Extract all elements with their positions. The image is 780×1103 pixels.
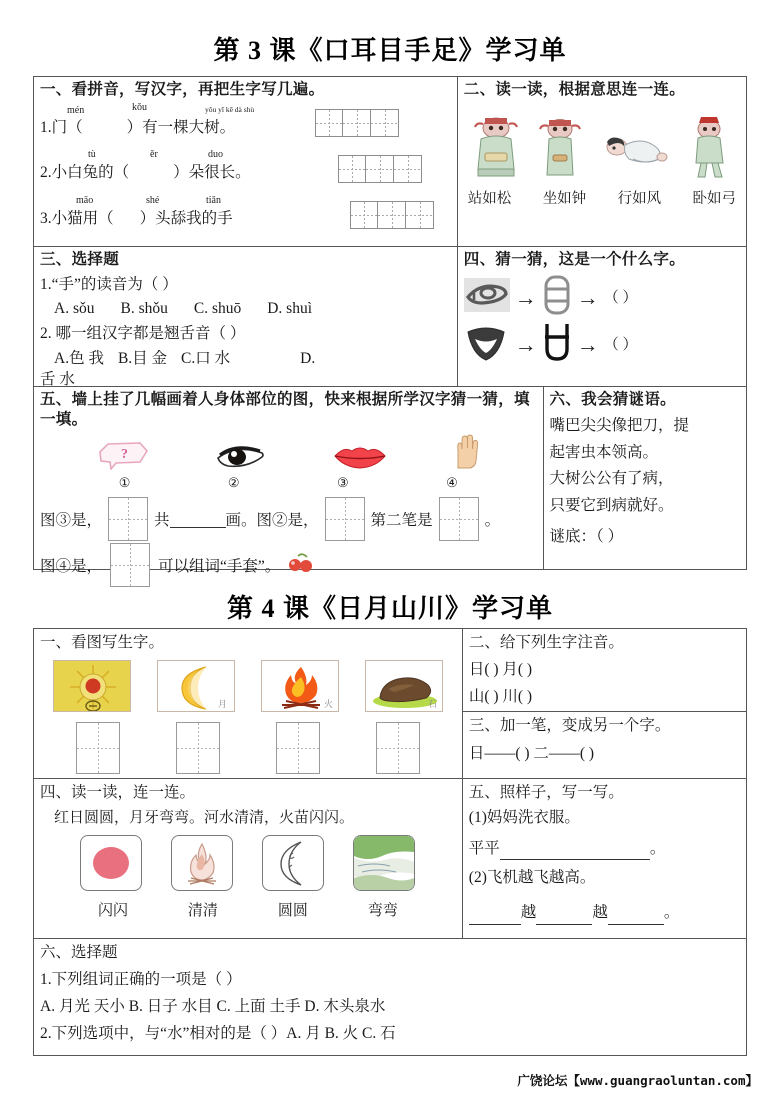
- q3-option-C[interactable]: C. shuō: [193, 300, 242, 318]
- grid-cell[interactable]: [371, 109, 399, 137]
- q5-line1-part-c: 画。图②是，: [225, 512, 319, 530]
- riddle-answer-field[interactable]: 谜底：（ ）: [549, 527, 624, 545]
- pinyin-kou: kǒu: [132, 101, 147, 113]
- l4-word-0[interactable]: 闪闪: [97, 903, 128, 920]
- posture-label-1[interactable]: 坐如钟: [542, 190, 587, 207]
- arrow-right-icon-3: →: [514, 331, 537, 357]
- q1-item-3-text-before: 小猫用（: [51, 209, 114, 227]
- l4-q5-blank-1[interactable]: [500, 845, 650, 860]
- l4-q5-answer2-suffix: 。: [663, 904, 680, 922]
- l4-q5-blank-2a[interactable]: [469, 910, 521, 925]
- standing-figure-icon: [533, 115, 587, 181]
- fire-picture: [261, 660, 339, 712]
- q3-option-B[interactable]: B. shǒu: [120, 300, 168, 318]
- l4-q4-sentence: 红日圆圆，月牙弯弯。河水清清，火苗闪闪。: [54, 809, 355, 826]
- l4-question-3-heading: 三、加一笔，变成另一个字。: [468, 717, 671, 734]
- question-5-cell: [34, 387, 544, 576]
- q1-item-3-text-after: ）头舔我的手: [139, 209, 233, 227]
- l4-question-2-heading: 二、给下列生字注音。: [468, 634, 624, 651]
- l4-question-5-cell: [463, 779, 746, 939]
- riddle-line-3: 大树公公有了病，: [549, 470, 674, 488]
- body-part-3: [332, 444, 388, 475]
- l4-question-2-cell: [463, 629, 746, 712]
- moon-picture: [157, 660, 235, 712]
- posture-figures-row: [464, 109, 740, 181]
- grid-cell[interactable]: [378, 201, 406, 229]
- l4-q6-item1-options[interactable]: A. 月光 天小 B. 日子 水目 C. 上面 土手 D. 木头泉水: [40, 997, 386, 1015]
- q1-item-2-text-after: ）朵很长。: [173, 163, 251, 181]
- pinyin-tian: tiǎn: [206, 194, 221, 206]
- footer-site-url: 【www.guangraoluntan.com】: [567, 1073, 758, 1088]
- oracle-bone-eye-icon: [464, 278, 510, 317]
- body-part-pictures-row: [40, 435, 537, 475]
- svg-text:?: ?: [121, 447, 129, 463]
- l4-q5-answer1-suffix: 。: [649, 839, 666, 857]
- posture-label-2[interactable]: 行如风: [617, 190, 662, 207]
- lesson4-title: 第 4 课《日月山川》学习单: [226, 594, 553, 623]
- footer-watermark: [517, 1071, 758, 1089]
- q5-grid-box-2[interactable]: [325, 497, 365, 541]
- seal-script-mouth-icon: [542, 321, 572, 368]
- question-4-heading: 四、猜一猜，这是一个什么字。: [463, 251, 685, 268]
- q3-item-1-options: [40, 297, 451, 320]
- svg-text:石: 石: [427, 698, 437, 709]
- q1-item-2: [40, 149, 451, 195]
- pinyin-mao: māo: [76, 194, 94, 206]
- q5-grid-box-3[interactable]: [439, 497, 479, 541]
- l4-q6-item2-prompt[interactable]: 2.下列选项中，与“水”相对的是（ ）A. 月 B. 火 C. 石: [40, 1025, 396, 1043]
- cherry-decoration-icon: [286, 552, 314, 579]
- q5-answer-line-1: [40, 497, 537, 541]
- body-part-2: [215, 442, 267, 475]
- q5-grid-box-1[interactable]: [108, 497, 148, 541]
- q1-item-3: [40, 195, 451, 241]
- q3-item-2-options: [40, 347, 451, 370]
- q4-row-2: [464, 322, 740, 368]
- grid-cell[interactable]: [366, 155, 394, 183]
- q3b-option-C[interactable]: C.口 水: [181, 349, 231, 367]
- footer-site-name: 广饶论坛: [517, 1074, 568, 1088]
- l4-q4-picture-row: [40, 835, 456, 891]
- q1-item-1-number: 1.: [40, 118, 52, 136]
- q5-line2-part-a: 图④是，: [40, 558, 103, 576]
- q4-row-1: [464, 275, 740, 321]
- l4-q5-blank-2b[interactable]: [536, 910, 592, 925]
- l4-q4-word-row: [40, 899, 456, 920]
- q4-answer-2[interactable]: （ ）: [603, 336, 638, 353]
- l4-question-5-heading: 五、照样子，写一写。: [468, 784, 624, 801]
- grid-cell[interactable]: [350, 201, 378, 229]
- arrow-right-icon-2: →: [576, 284, 599, 310]
- riddle-line-2: 起害虫本领高。: [549, 443, 659, 461]
- posture-label-3[interactable]: 卧如弓: [692, 190, 736, 207]
- l4-q3-line-1[interactable]: 日——( ) 二——( ): [468, 744, 595, 762]
- q3b-option-D[interactable]: D.: [300, 349, 316, 367]
- q1-item-1-text-after: ）有一棵大树。: [126, 118, 236, 136]
- l4-q5-blank-2c[interactable]: [608, 910, 664, 925]
- sitting-figure-icon: [469, 115, 523, 181]
- grid-cell[interactable]: [394, 155, 422, 183]
- l4-q6-item1-prompt: 1.下列组词正确的一项是（ ）: [40, 970, 242, 988]
- posture-label-0[interactable]: 站如松: [467, 190, 512, 207]
- l4-grid-box-3[interactable]: [276, 722, 320, 774]
- pinyin-tu: tù: [88, 148, 96, 160]
- q1-item-1: [40, 101, 451, 149]
- pinyin-youyikedashu: yǒu yī kē dà shù: [205, 104, 255, 114]
- q5-line2-part-b: 可以组词“手套”。: [158, 558, 281, 576]
- l4-q5-example-1: (1)妈妈洗衣服。: [468, 808, 580, 826]
- walking-figure-icon: [681, 115, 735, 181]
- flame-picture[interactable]: [171, 835, 233, 891]
- l4-grid-box-4[interactable]: [376, 722, 420, 774]
- l4-q2-line-1[interactable]: 日( ) 月( ): [468, 660, 533, 678]
- lesson4-worksheet-table: [33, 628, 747, 1056]
- l4-grid-box-2[interactable]: [176, 722, 220, 774]
- pinyin-she: shé: [146, 194, 160, 206]
- q5-answer-line-2: [40, 543, 537, 587]
- question-2-cell: [458, 77, 746, 247]
- q1-item-2-number: 2.: [40, 163, 52, 181]
- l4-right-column-top: [463, 629, 746, 779]
- question-3-cell: [34, 247, 458, 387]
- q5-grid-box-4[interactable]: [110, 543, 150, 587]
- q5-line1-part-a: 图③是，: [40, 512, 103, 530]
- question-6-cell: [544, 387, 746, 569]
- crescent-moon-picture[interactable]: [262, 835, 324, 891]
- q3-option-A[interactable]: A. sǒu: [54, 300, 95, 318]
- q3-option-D[interactable]: D. shuì: [267, 300, 313, 318]
- l4-q5-answer2-mid1: 越: [520, 904, 537, 922]
- l4-q5-example-2: (2)飞机越飞越高。: [468, 869, 596, 887]
- grid-cell[interactable]: [315, 109, 343, 137]
- pinyin-er: ěr: [150, 148, 158, 160]
- q1-item-2-writing-grid[interactable]: [338, 155, 422, 183]
- lying-figure-icon: [597, 115, 671, 181]
- lesson3-title: 第 3 课《口耳目手足》学习单: [213, 36, 567, 65]
- question-2-heading: 二、读一读，根据意思连一连。: [463, 81, 685, 98]
- q3-item-1-prompt: 1.“手”的读音为（ ）: [40, 275, 178, 293]
- arrow-right-icon-1: →: [514, 284, 537, 310]
- q1-item-1-text-before: 门（: [51, 118, 83, 136]
- l4-grid-box-1[interactable]: [76, 722, 120, 774]
- question-6-heading: 六、我会猜谜语。: [549, 391, 676, 408]
- l4-question-1-cell: [34, 629, 463, 779]
- q1-item-1-writing-grid[interactable]: [315, 109, 399, 137]
- l4-q5-answer-2: [469, 901, 740, 924]
- body-part-number-4: ④: [446, 475, 458, 491]
- body-part-numbers-row: [40, 475, 537, 491]
- l4-q5-answer2-mid2: 越: [592, 904, 608, 922]
- river-picture[interactable]: [353, 835, 415, 891]
- pinyin-duo: duo: [208, 148, 223, 160]
- l4-question-1-heading: 一、看图写生字。: [40, 634, 165, 651]
- q3-item-2-prompt: 2. 哪一组汉字都是翘舌音（ ）: [40, 325, 246, 343]
- oracle-bone-mouth-icon: [464, 322, 510, 367]
- body-part-4: [452, 434, 480, 475]
- question-5-heading: 五、墙上挂了几幅画着人身体部位的图，快来根据所学汉字猜一猜，填一填。: [40, 391, 530, 429]
- l4-word-3[interactable]: 弯弯: [367, 903, 398, 920]
- l4-word-1[interactable]: 清清: [187, 903, 218, 920]
- l4-question-6-cell: [34, 939, 746, 1054]
- q3b-option-B[interactable]: B.目 金: [117, 349, 168, 367]
- q4-answer-1[interactable]: （ ）: [603, 289, 638, 306]
- l4-question-3-cell: [463, 712, 746, 768]
- q5-blank-stroke-count[interactable]: [170, 511, 226, 528]
- q5-line1-part-d: 第二笔是: [370, 512, 433, 530]
- q3-item-2-overflow: 舌 水: [40, 370, 75, 388]
- lesson3-worksheet-table: [33, 76, 747, 576]
- question-3-heading: 三、选择题: [40, 251, 120, 268]
- riddle-line-4: 只要它到病就好。: [549, 496, 674, 514]
- l4-q5-answer1-prefix: 平平: [468, 839, 500, 857]
- lips-icon: [332, 457, 388, 474]
- q1-item-3-writing-grid[interactable]: [350, 201, 434, 229]
- seal-script-eye-icon: [542, 274, 572, 321]
- question-1-heading: 一、看拼音，写汉字，再把生字写几遍。: [40, 81, 325, 98]
- svg-text:火: 火: [323, 698, 333, 709]
- body-part-number-2: ②: [227, 475, 240, 491]
- l4-question-4-cell: [34, 779, 463, 939]
- red-sun-picture[interactable]: [80, 835, 142, 891]
- l4-writing-grid-row: [40, 722, 456, 774]
- speech-bubble-question-icon: [96, 447, 150, 474]
- sun-picture: [53, 660, 131, 712]
- riddle-line-1: 嘴巴尖尖像把刀，提: [549, 416, 690, 434]
- question-4-cell: [458, 247, 746, 387]
- stone-picture: [365, 660, 443, 712]
- l4-q2-line-2[interactable]: 山( ) 川( ): [468, 687, 533, 705]
- hand-icon: [452, 457, 480, 474]
- pinyin-men: mén: [67, 104, 85, 116]
- l4-q5-answer-1: [469, 837, 740, 860]
- q5-line1-part-b: 共: [154, 512, 170, 530]
- grid-cell[interactable]: [338, 155, 366, 183]
- l4-question-4-heading: 四、读一读，连一连。: [40, 784, 196, 801]
- grid-cell[interactable]: [406, 201, 434, 229]
- arrow-right-icon-4: →: [576, 331, 599, 357]
- eye-icon: [215, 457, 267, 474]
- body-part-1: [96, 440, 150, 475]
- l4-word-2[interactable]: 圆圆: [277, 903, 308, 920]
- grid-cell[interactable]: [343, 109, 371, 137]
- l4-question-6-heading: 六、选择题: [40, 944, 118, 961]
- l4-picture-row: [40, 660, 456, 712]
- svg-text:月: 月: [217, 698, 227, 709]
- q1-item-3-number: 3.: [40, 209, 52, 227]
- posture-labels-row: [464, 187, 740, 208]
- question-1-cell: [34, 77, 458, 247]
- q3b-option-A[interactable]: A.色 我: [54, 349, 104, 367]
- q1-item-2-text-before: 小白兔的（: [51, 163, 130, 181]
- body-part-number-1: ①: [118, 475, 131, 491]
- body-part-number-3: ③: [336, 475, 349, 491]
- q5-line1-part-e: 。: [484, 512, 501, 530]
